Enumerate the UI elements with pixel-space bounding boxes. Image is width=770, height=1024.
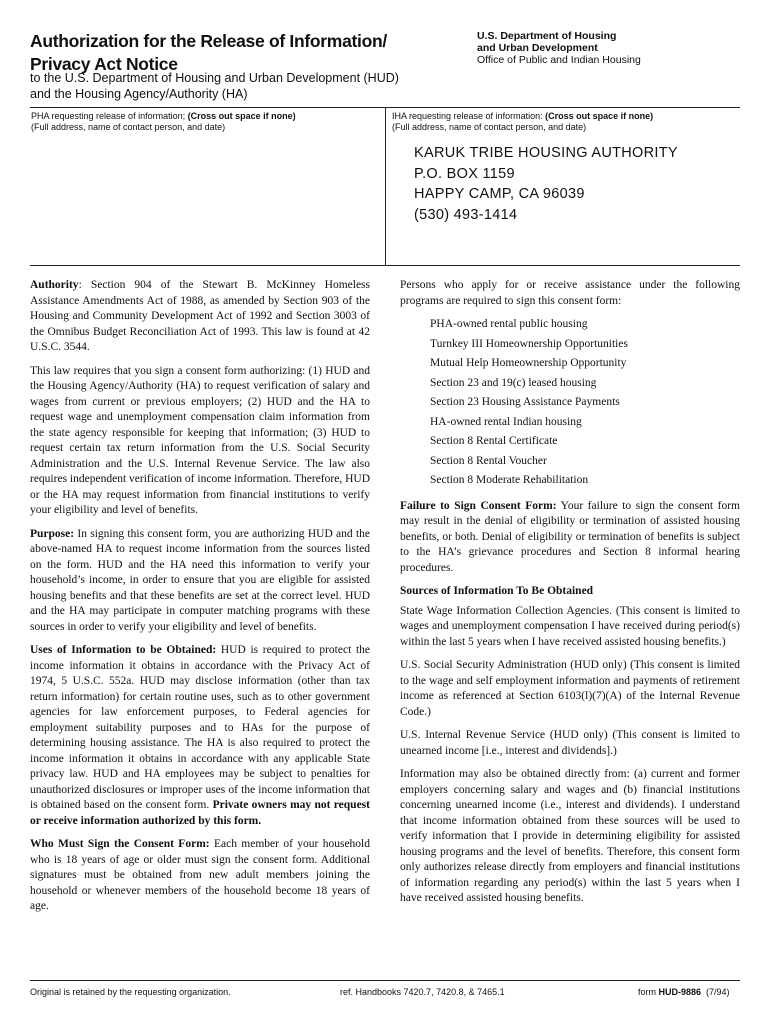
uses-bold-statement: Private owners may not request or receive information authorized by this form. [30,799,370,827]
agency-line-1: U.S. Department of Housing [477,30,617,42]
program-item: PHA-owned rental public housing [430,318,588,330]
who-paragraph: Who Must Sign the Consent Form: Each member of your household who is 18 years of age or older must sign the consent form. Additional signatures must be obtained from new adult members joining the household or whenever members of the household become 18 years of age. [30,838,370,912]
program-list [430,315,740,491]
program-item: Section 23 Housing Assistance Payments [430,396,620,408]
iha-address [414,143,678,225]
agency-line-3: Office of Public and Indian Housing [477,54,641,66]
program-item: Section 8 Moderate Rehabilitation [430,474,589,486]
source-state-wage: State Wage Information Collection Agencies. (This consent is limited to wages and unemployment compensation I have received during period(s) within the last 5 years when I have received assisted housing benefits.) [400,604,740,648]
authority-paragraph: Authority: Section 904 of the Stewart B. McKinney Homeless Assistance Amendments Act of 1988, as amended by Section 903 of the Housing and Community Development Act of 1992 and Section 3003 of the Omnibus Budget Reconciliation Act of 1993. This law is found at 42 U.S.C. 3544. [30,279,370,353]
program-item: Mutual Help Homeownership Opportunity [430,357,627,369]
box-divider [385,107,386,265]
footer-left: Original is retained by the requesting organization. [30,987,231,997]
address-line-4: (530) 493-1414 [414,206,518,223]
program-item: HA-owned rental Indian housing [430,415,582,428]
iha-cross-out: (Cross out space if none) [545,111,654,121]
iha-sub: (Full address, name of contact person, and date) [392,122,587,132]
source-ssa: U.S. Social Security Administration (HUD only) (This consent is limited to the wage and self employment information and payments of retirement income as referenced at Section 6103(l)(7)(A) of the Internal Revenue Code.) [400,659,740,718]
right-column [400,278,740,915]
direct-sources-paragraph: Information may also be obtained directly from: (a) current and former employers concerning salary and wages and (b) financial institutions concerning unearned income (i.e., interest and dividends). I understand that income information obtained from these sources will be used to verify information that I provide in determining eligibility for assisted housing programs and the level of benefits. Therefore, this consent form only authorizes release directly from employers and financial institutions of information regarding any period(s) within the last 5 years when I have received assisted housing benefits. [400,768,740,904]
agency-block [477,30,641,66]
program-item: Section 8 Rental Certificate [430,435,558,447]
agency-line-2: and Urban Development [477,42,598,54]
who-label: Who Must Sign the Consent Form: [30,838,210,850]
subtitle [30,70,470,102]
subtitle-line-1: to the U.S. Department of Housing and Urban Development (HUD) [30,71,399,85]
address-line-1: KARUK TRIBE HOUSING AUTHORITY [414,145,678,161]
pha-label: PHA requesting release of information; [31,111,186,121]
left-column [30,278,370,923]
program-item: Section 23 and 19(c) leased housing [430,376,597,389]
purpose-paragraph: Purpose: In signing this consent form, you are authorizing HUD and the above-named HA to request income information from the sources listed on the form. HUD and the HA need this information to verify your household’s income, in order to ensure that you are eligible for assisted housing benefits and that these benefits are set at the correct level. HUD and the HA may participate in computer matching programs with these sources in order to verify your eligibility and level of benefits. [30,527,370,633]
source-irs: U.S. Internal Revenue Service (HUD only) (This consent is limited to unearned income [i.e., interest and dividends].) [400,729,740,757]
title-line-2: Privacy Act Notice [30,54,178,74]
law-paragraph: This law requires that you sign a consent form authorizing: (1) HUD and the Housing Agency/Authority (HA) to request verification of salary and wages from current or previous employers; (2) HUD and the HA to request wage and unemployment compensation claim information from the state agency responsible for keeping that information; (3) HUD to request certain tax return information from the U.S. Social Security Administration and the U.S. Internal Revenue Service. The law also requires independent verification of income information. Therefore, HUD or the HA may request information from financial institutions to verify your eligibility and level of benefits. [30,364,370,516]
authority-label: Authority [30,279,79,291]
address-line-2: P.O. BOX 1159 [414,165,515,182]
bottom-rule [30,265,740,266]
uses-paragraph: Uses of Information to be Obtained: HUD is required to protect the income information it obtains in accordance with the Privacy Act of 1974, 5 U.S.C. 552a. HUD may disclose information (other than tax return information) for certain routine uses, such as to other government agencies for law enforcement purposes, to Federal agencies for employment suitability purposes and to HAs for the purpose of determining housing assistance. The HA is also required to protect the income information it obtains in accordance with any applicable State privacy law. HUD and HA employees may be subject to penalties for unauthorized disclosures or improper uses of the income information that is obtained based on the consent form. Private owners may not request or receive information authorized by this form. [30,644,370,827]
pha-box-header [31,111,296,133]
failure-paragraph: Failure to Sign Consent Form: Your failure to sign the consent form may result in the denial of eligibility or termination of assisted housing benefits, or both. Denial of eligibility or termination of benefits is subject to the HA’s grievance procedures and Section 8 informal hearing procedures. [400,499,741,574]
iha-label: IHA requesting release of information: [392,111,543,121]
iha-box-header [392,111,653,133]
uses-label: Uses of Information to be Obtained: [30,644,217,656]
program-item: Turnkey III Homeownership Opportunities [430,337,628,350]
footer-reference: ref. Handbooks 7420.7, 7420.8, & 7465.1 [340,987,505,997]
subtitle-line-2: and the Housing Agency/Authority (HA) [30,87,248,101]
pha-cross-out: (Cross out space if none) [187,111,296,121]
form-number: form HUD-9886 (7/94) [638,987,730,997]
failure-label: Failure to Sign Consent Form: [400,499,557,512]
title-line-1: Authorization for the Release of Information/ [30,31,387,51]
sources-heading: Sources of Information To Be Obtained [400,585,594,597]
pha-sub: (Full address, name of contact person, and date) [31,122,226,132]
programs-intro: Persons who apply for or receive assistance under the following programs are required to sign this consent form: [400,279,740,307]
footer-rule [30,980,740,981]
address-line-3: HAPPY CAMP, CA 96039 [414,186,585,202]
purpose-label: Purpose: [30,527,75,540]
program-item: Section 8 Rental Voucher [430,454,547,467]
